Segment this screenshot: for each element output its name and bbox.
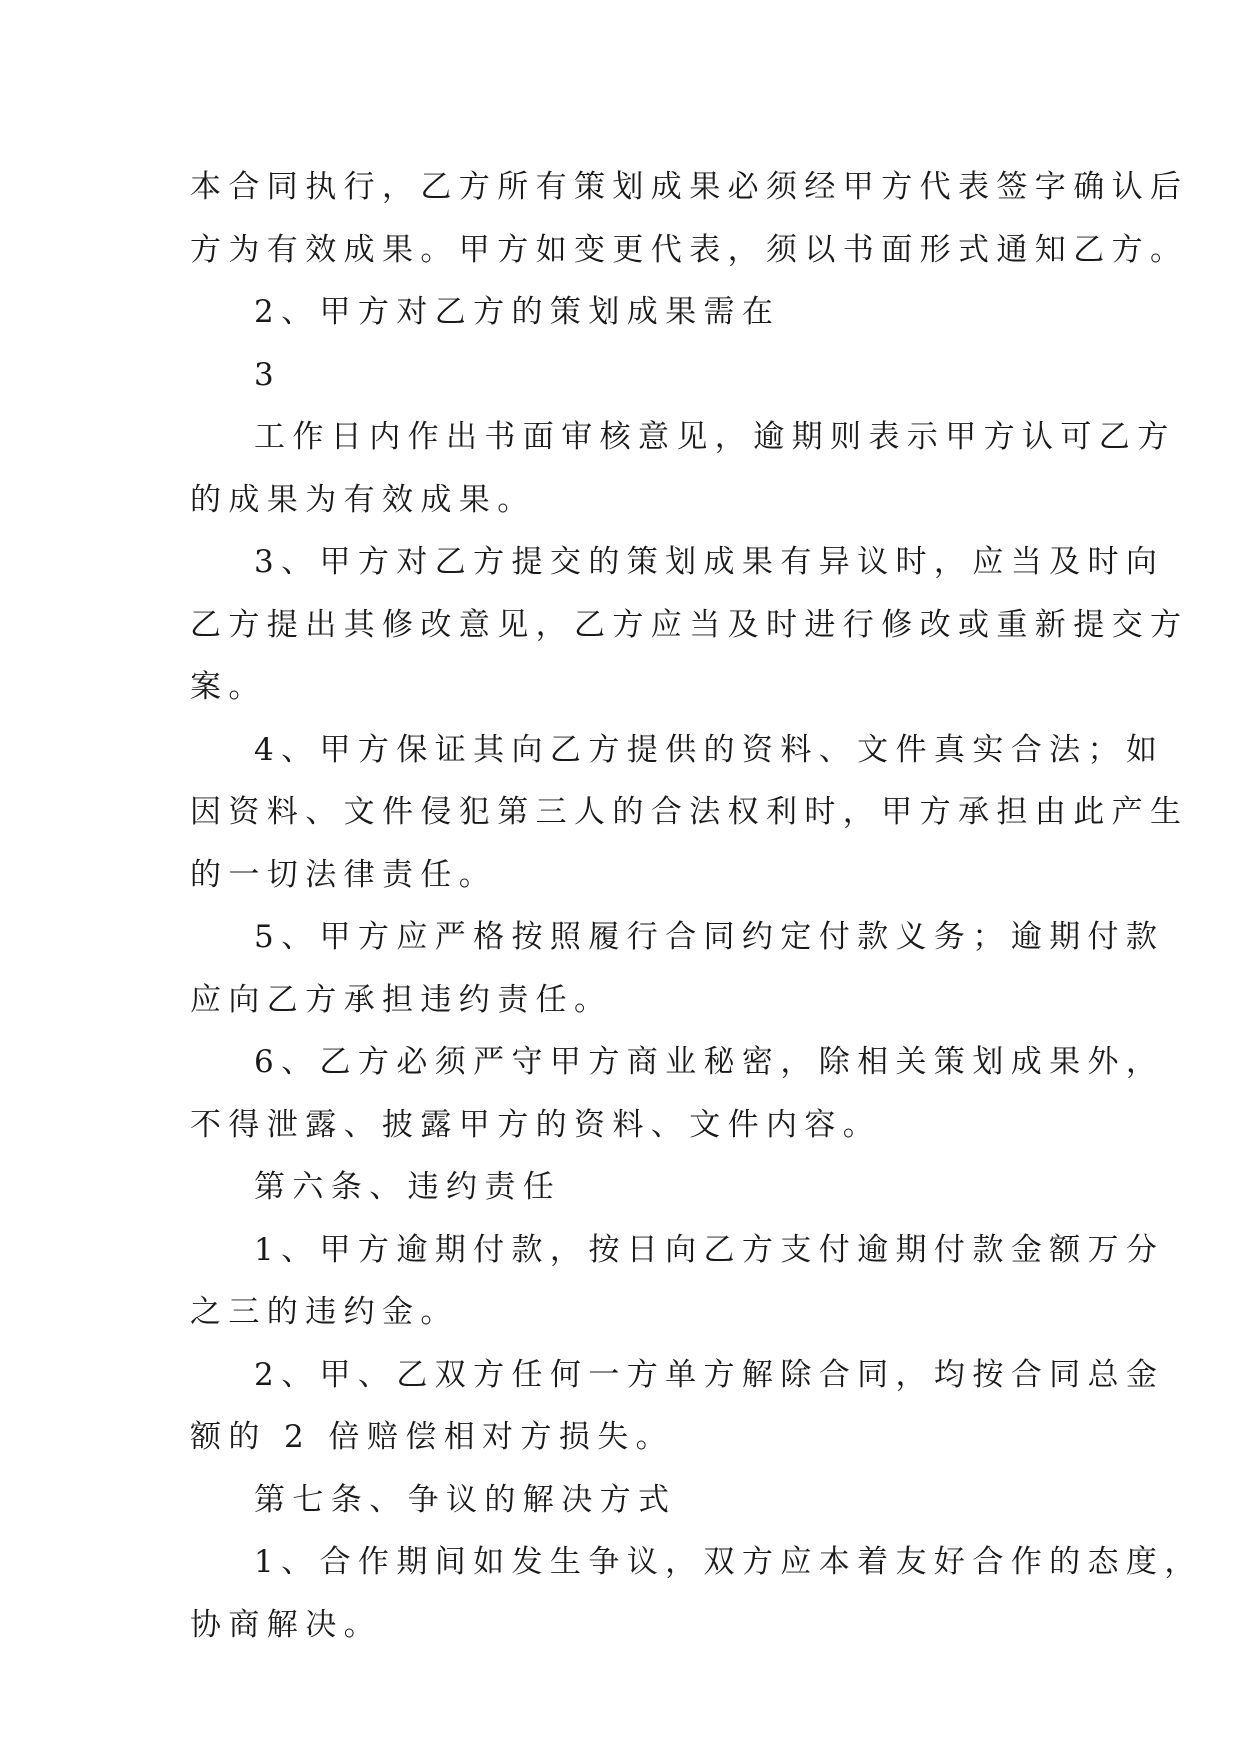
text-line: 的成果为有效成果。 [190, 481, 536, 518]
text-line: 乙方提出其修改意见，乙方应当及时进行修改或重新提交方 [190, 606, 1189, 643]
text-line: 2、甲、乙双方任何一方单方解除合同，均按合同总金 [254, 1356, 1165, 1393]
text-line: 方为有效成果。甲方如变更代表，须以书面形式通知乙方。 [190, 231, 1189, 268]
text-line: 之三的违约金。 [190, 1294, 459, 1330]
text-line: 1、合作期间如发生争议，双方应本着友好合作的态度， [254, 1544, 1203, 1580]
section-heading: 第六条、违约责任 [254, 1169, 562, 1205]
text-line: 工作日内作出书面审核意见，逾期则表示甲方认可乙方 [254, 419, 1176, 455]
document-body [190, 156, 1203, 1656]
text-line: 1、甲方逾期付款，按日向乙方支付逾期付款金额万分 [254, 1231, 1165, 1268]
text-line: 6、乙方必须严守甲方商业秘密，除相关策划成果外， [254, 1044, 1165, 1080]
text-line: 协商解决。 [190, 1606, 382, 1643]
text-line: 2、甲方对乙方的策划成果需在 [254, 294, 781, 330]
text-line: 本合同执行，乙方所有策划成果必须经甲方代表签字确认后 [190, 169, 1189, 205]
text-line: 3、甲方对乙方提交的策划成果有异议时，应当及时向 [254, 544, 1165, 580]
text-line: 额的 2 倍赔偿相对方损失。 [190, 1419, 675, 1455]
text-line: 因资料、文件侵犯第三人的合法权利时，甲方承担由此产生 [190, 794, 1189, 830]
text-line: 的一切法律责任。 [190, 856, 498, 893]
text-line: 4、甲方保证其向乙方提供的资料、文件真实合法；如 [254, 731, 1165, 768]
text-line: 应向乙方承担违约责任。 [190, 981, 613, 1018]
text-line: 案。 [190, 669, 267, 705]
text-line: 5、甲方应严格按照履行合同约定付款义务；逾期付款 [254, 919, 1165, 955]
text-line: 不得泄露、披露甲方的资料、文件内容。 [190, 1106, 882, 1143]
section-heading: 第七条、争议的解决方式 [254, 1481, 677, 1518]
text-line: 3 [254, 356, 282, 393]
